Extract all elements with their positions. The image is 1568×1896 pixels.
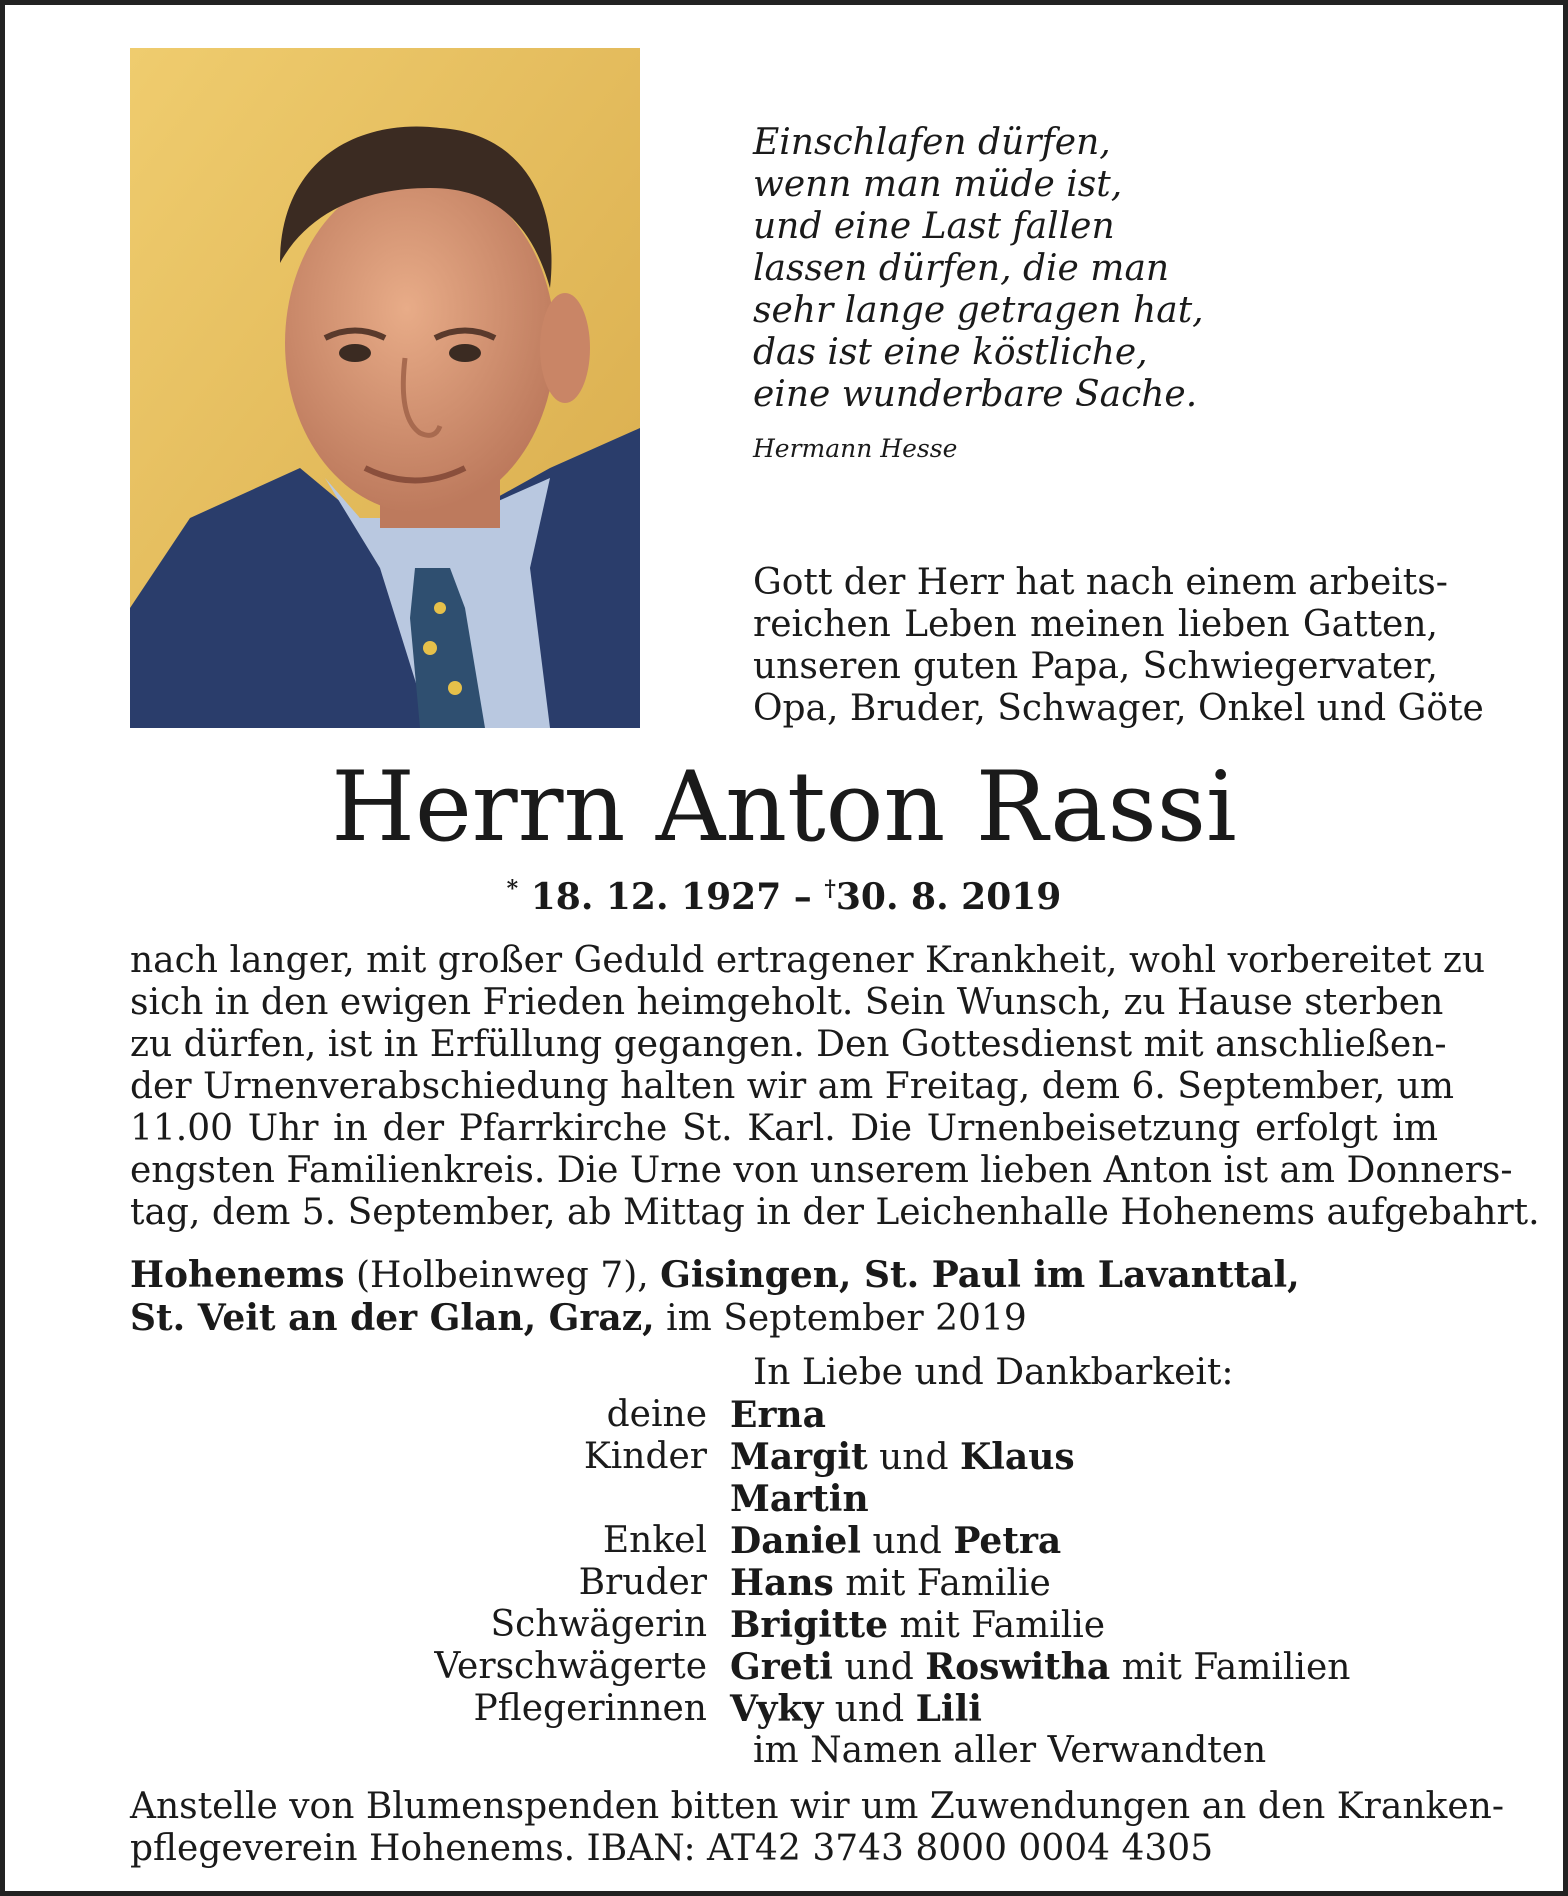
family-name: Lili: [915, 1688, 982, 1730]
body-line: tag, dem 5. September, ab Mittag in der Leichenhalle Hohenems aufgebahrt.: [130, 1192, 1540, 1233]
places-row: [130, 1254, 1438, 1297]
family-name: Greti: [730, 1646, 833, 1688]
body-line: nach langer, mit großer Geduld ertragener Krankheit, wohl vorbereitet zu: [130, 940, 1486, 981]
poem-line: eine wunderbare Sache.: [753, 374, 1198, 415]
face: [285, 173, 555, 513]
poem-line: wenn man müde ist,: [753, 164, 1123, 205]
portrait-illustration: [130, 48, 640, 728]
relation-label: Enkel: [602, 1520, 707, 1561]
donation-line: pflegeverein Hohenems. IBAN: AT42 3743 8000 0004 4305: [130, 1828, 1214, 1869]
date-separator: –: [793, 876, 812, 918]
intro-line: unseren guten Papa, Schwiegervater,: [753, 646, 1438, 687]
family-row: [300, 1436, 1500, 1478]
intro-line: reichen Leben meinen lieben Gatten,: [753, 604, 1438, 645]
family-row: [300, 1646, 1500, 1688]
family-name: Vyky: [730, 1688, 824, 1730]
intro-paragraph: [753, 562, 1484, 730]
notice-date: im September 2019: [666, 1298, 1027, 1339]
family-name: Hans: [730, 1562, 834, 1604]
family-row: [300, 1604, 1500, 1646]
death-symbol: †: [824, 876, 836, 902]
connector: mit Familien: [1121, 1647, 1351, 1688]
body-line: engsten Familienkreis. Die Urne von unserem lieben Anton ist am Donners-: [130, 1150, 1513, 1191]
poem-line: sehr lange getragen hat,: [753, 290, 1204, 331]
place-name: St. Veit an der Glan, Graz,: [130, 1297, 655, 1339]
family-row: [300, 1394, 1500, 1436]
intro-line: Opa, Bruder, Schwager, Onkel und Göte: [753, 688, 1484, 729]
family-names: [730, 1520, 1061, 1562]
family-name: Erna: [730, 1394, 826, 1436]
ear: [540, 293, 590, 403]
family-row: [300, 1688, 1500, 1730]
relation-label: Bruder: [578, 1562, 707, 1603]
place-name: Gisingen, St. Paul im Lavanttal,: [660, 1254, 1300, 1296]
family-name: Daniel: [730, 1520, 861, 1562]
poem: [753, 122, 1353, 416]
connector: mit Familie: [899, 1605, 1106, 1646]
relation-label: Verschwägerte: [434, 1646, 707, 1687]
life-dates: [0, 876, 1568, 918]
family-row: [300, 1562, 1500, 1604]
family-name: Martin: [730, 1478, 869, 1520]
places-row: [130, 1297, 1438, 1340]
birth-date: 18. 12. 1927: [530, 876, 782, 918]
family-names: [730, 1604, 1105, 1646]
body-paragraph: [130, 940, 1540, 1234]
relation-label: Kinder: [583, 1436, 707, 1477]
connector: und: [834, 1689, 905, 1730]
signoff: In Liebe und Dankbarkeit:: [753, 1352, 1234, 1393]
family-names: [730, 1394, 826, 1436]
connector: und: [872, 1521, 942, 1562]
family-names: [730, 1478, 869, 1520]
family-name: Klaus: [959, 1436, 1075, 1478]
poem-line: Einschlafen dürfen,: [753, 122, 1111, 163]
family-names: [730, 1688, 982, 1730]
poem-line: lassen dürfen, die man: [753, 248, 1170, 289]
donation-note: [130, 1786, 1504, 1870]
family-name: Roswitha: [925, 1646, 1111, 1688]
portrait-photo: [130, 48, 640, 728]
body-line: zu dürfen, ist in Erfüllung gegangen. Den Gottesdienst mit anschließen-: [130, 1024, 1447, 1065]
connector: und: [844, 1647, 914, 1688]
poem-author: Hermann Hesse: [753, 434, 958, 463]
intro-line: Gott der Herr hat nach einem arbeits-: [753, 562, 1448, 603]
family-names: [730, 1562, 1051, 1604]
family-row: [300, 1478, 1500, 1520]
birth-symbol: *: [506, 876, 519, 902]
place-name: Hohenems: [130, 1254, 345, 1296]
poem-line: das ist eine köstliche,: [753, 332, 1148, 373]
family-name: Brigitte: [730, 1604, 889, 1646]
relation-label: [300, 1478, 730, 1520]
family-row: [300, 1520, 1500, 1562]
place-detail: (Holbeinweg 7),: [356, 1255, 649, 1296]
family-names: [730, 1436, 1075, 1478]
family-names: [730, 1646, 1350, 1688]
relation-label: deine: [606, 1394, 707, 1435]
places-and-date: [130, 1254, 1438, 1340]
relation-label: Schwägerin: [490, 1604, 707, 1645]
family-name: Margit: [730, 1436, 868, 1478]
connector: mit Familie: [845, 1563, 1051, 1604]
relation-label: Pflegerinnen: [473, 1688, 707, 1729]
body-line: sich in den ewigen Frieden heimgeholt. Sein Wunsch, zu Hause sterben: [130, 982, 1444, 1023]
connector: und: [879, 1437, 949, 1478]
deceased-name: Herrn Anton Rassi: [331, 751, 1237, 863]
death-date: 30. 8. 2019: [835, 876, 1062, 918]
family-footer: im Namen aller Verwandten: [753, 1730, 1267, 1771]
family-name: Petra: [953, 1520, 1062, 1562]
donation-line: Anstelle von Blumenspenden bitten wir um Zuwendungen an den Kranken-: [130, 1786, 1504, 1827]
poem-line: und eine Last fallen: [753, 206, 1115, 247]
body-line: der Urnenverabschiedung halten wir am Freitag, dem 6. September, um: [130, 1066, 1455, 1107]
family-list: [300, 1394, 1500, 1730]
body-line: 11.00 Uhr in der Pfarrkirche St. Karl. Die Urnenbeisetzung erfolgt im: [130, 1108, 1438, 1149]
